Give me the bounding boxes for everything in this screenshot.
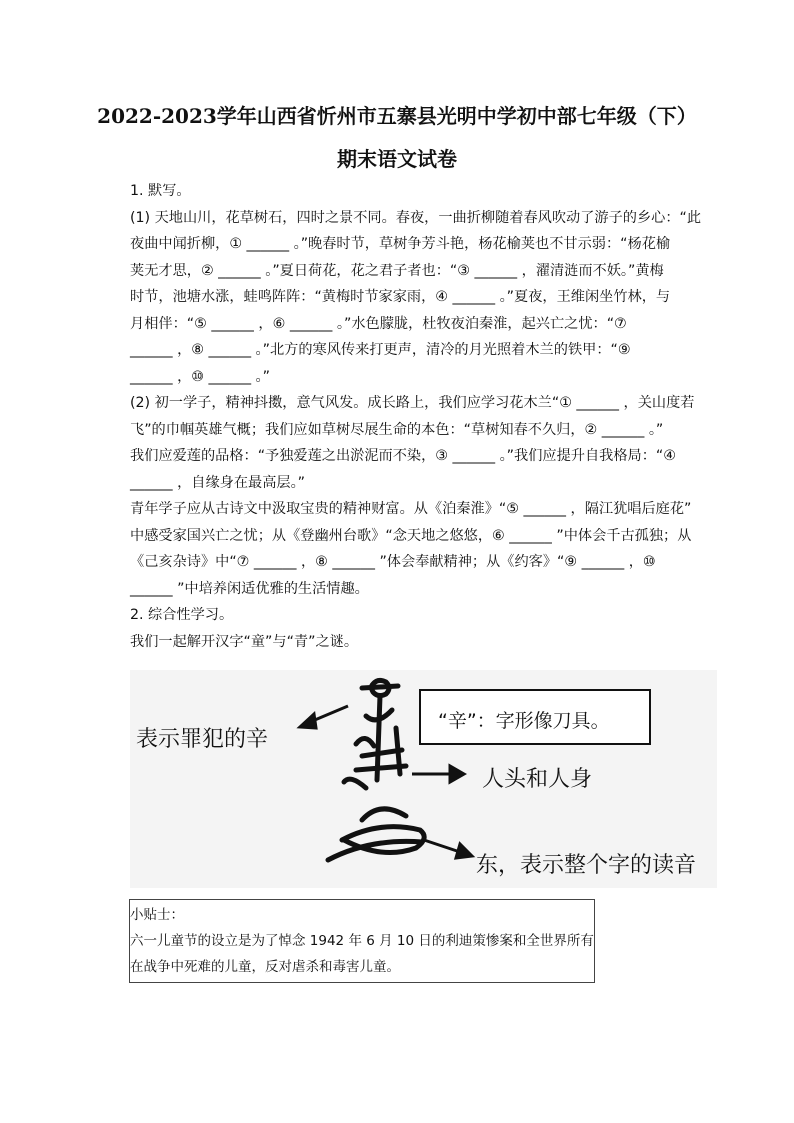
label-head-and-body: 人头和人身	[482, 767, 593, 792]
q1-p3-line: 青年学子应从古诗文中汲取宝贵的精神财富。从《泊秦淮》“⑤ ______ ，隔江犹唱后庭花”	[130, 501, 692, 517]
q1-p2-line: (2) 初一学子，精神抖擞，意气风发。成长路上，我们应学习花木兰“① ______ ，关山度若	[130, 395, 695, 411]
tip-line: 六一儿童节的设立是为了悼念 1942 年 6 月 10 日的利迪策惨案和全世界所有	[130, 933, 594, 949]
q1-p1-line: 时节，池塘水涨，蛙鸣阵阵：“黄梅时节家家雨，④ ______ 。”夏夜，王维闲坐竹林，与	[130, 289, 671, 305]
q1-p2-line: 飞”的巾帼英雄气概；我们应如草树尽展生命的本色：“草树知春不久归，② ______ 。”	[130, 421, 664, 438]
tip-line: 在战争中死难的儿童，反对虐杀和毒害儿童。	[130, 959, 400, 975]
exam-title-line1: 2022-2023学年山西省忻州市五寨县光明中学初中部七年级（下）	[97, 104, 697, 128]
q1-p1-line: 月相伴：“⑤ ______ ，⑥ ______ 。”水色朦胧，杜牧夜泊秦淮，起兴亡之忧：“⑦	[130, 315, 627, 332]
q1-p3-line: 《己亥杂诗》中“⑦ ______ ，⑧ ______ ”体会奉献精神；从《约客》“⑨ ______ ，⑩	[130, 554, 656, 570]
question-2-heading: 2. 综合性学习。	[130, 607, 234, 623]
q1-p1-line: 夜曲中闻折柳，① ______ 。”晚春时节，草树争芳斗艳，杨花榆荚也不甘示弱：“杨花榆	[130, 236, 671, 252]
question-2-intro: 我们一起解开汉字“童”与“青”之谜。	[130, 633, 359, 650]
q1-p2-line: 我们应爱莲的品格：“予独爱莲之出淤泥而不染，③ ______ 。”我们应提升自我格局：“④	[130, 448, 676, 464]
q1-p3-line: 中感受家国兴亡之忧；从《登幽州台歌》“念天地之悠悠，⑥ ______ ”中体会千古孤独；从	[130, 527, 692, 544]
tip-box	[129, 899, 595, 983]
exam-title-line2: 期末语文试卷	[337, 147, 457, 171]
question-1-heading: 1. 默写。	[130, 183, 191, 199]
label-criminal-xin: 表示罪犯的辛	[136, 727, 269, 752]
question-1	[130, 178, 702, 655]
character-diagram	[130, 670, 717, 888]
q1-p3-line: ______ ”中培养闲适优雅的生活情趣。	[130, 580, 369, 597]
q1-p1-line: ______ ，⑩ ______ 。”	[130, 368, 270, 385]
q1-p2-line: ______ ，自缘身在最高层。”	[130, 474, 306, 491]
q1-p1-line: (1) 天地山川，花草树石，四时之景不同。春夜，一曲折柳随着春风吹动了游子的乡心：“此	[130, 209, 702, 226]
q1-p1-line: 荚无才思，② ______ 。”夏日荷花，花之君子者也：“③ ______ ，濯清涟而不妖。”黄梅	[130, 262, 664, 279]
label-xin-definition: “辛”：字形像刀具。	[438, 710, 610, 732]
label-dong-pronunciation: 东，表示整个字的读音	[476, 853, 697, 878]
tip-title: 小贴士：	[130, 907, 184, 923]
q1-p1-line: ______ ，⑧ ______ 。”北方的寒风传来打更声，清冷的月光照着木兰的铁甲：“⑨	[130, 342, 631, 358]
